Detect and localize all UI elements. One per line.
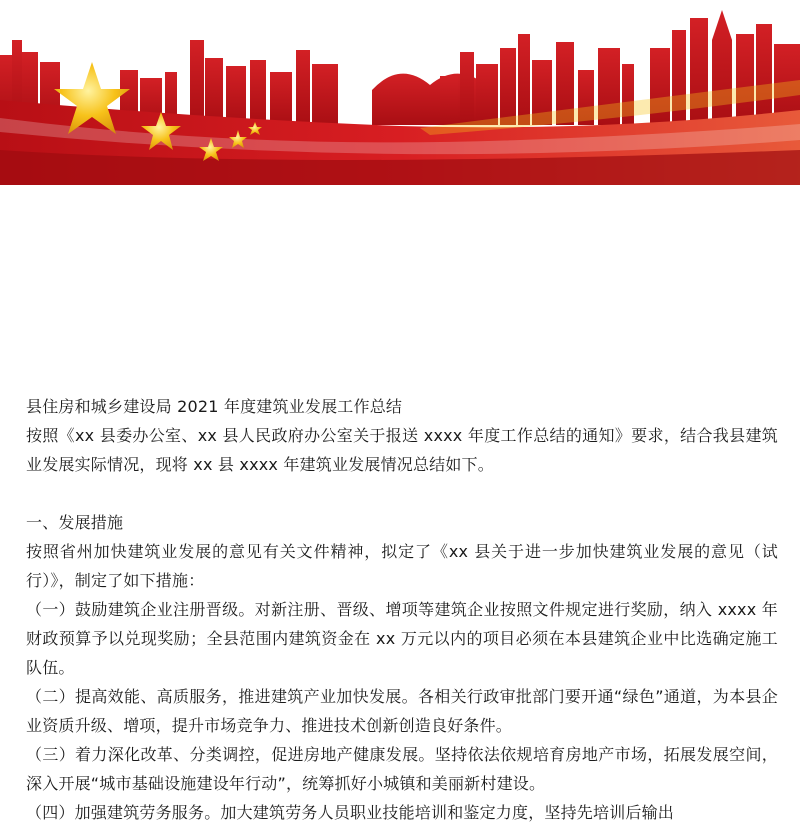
red-banner-illustration xyxy=(0,0,800,185)
measure-item: （四）加强建筑劳务服务。加大建筑劳务人员职业技能培训和鉴定力度，坚持先培训后输出 xyxy=(26,803,675,822)
section-heading: 一、发展措施 xyxy=(26,513,124,532)
intro-paragraph: 按照《xx 县委办公室、xx 县人民政府办公室关于报送 xxxx 年度工作总结的通知》要求，结合我县建筑业发展实际情况，现将 xx 县 xxxx 年建筑业发展情况总结如下。 xyxy=(26,426,778,474)
document-body xyxy=(26,392,778,827)
section-intro-paragraph: 按照省州加快建筑业发展的意见有关文件精神，拟定了《xx 县关于进一步加快建筑业发展的意见（试行）》，制定了如下措施： xyxy=(26,542,778,590)
measure-item: （三）着力深化改革、分类调控，促进房地产健康发展。坚持依法依规培育房地产市场，拓展发展空间，深入开展“城市基础设施建设年行动”，统筹抓好小城镇和美丽新村建设。 xyxy=(26,745,778,793)
header-banner xyxy=(0,0,800,185)
document-title: 县住房和城乡建设局 2021 年度建筑业发展工作总结 xyxy=(26,397,403,416)
paragraph-spacer xyxy=(26,479,778,508)
measure-item: （二）提高效能、高质服务，推进建筑产业加快发展。各相关行政审批部门要开通“绿色”通道，为本县企业资质升级、增项，提升市场竞争力、推进技术创新创造良好条件。 xyxy=(26,687,778,735)
measure-item: （一）鼓励建筑企业注册晋级。对新注册、晋级、增项等建筑企业按照文件规定进行奖励，纳入 xxxx 年财政预算予以兑现奖励；全县范围内建筑资金在 xx 万元以内的项目必须在本县建筑企业中比选确定施工队伍。 xyxy=(26,600,778,677)
